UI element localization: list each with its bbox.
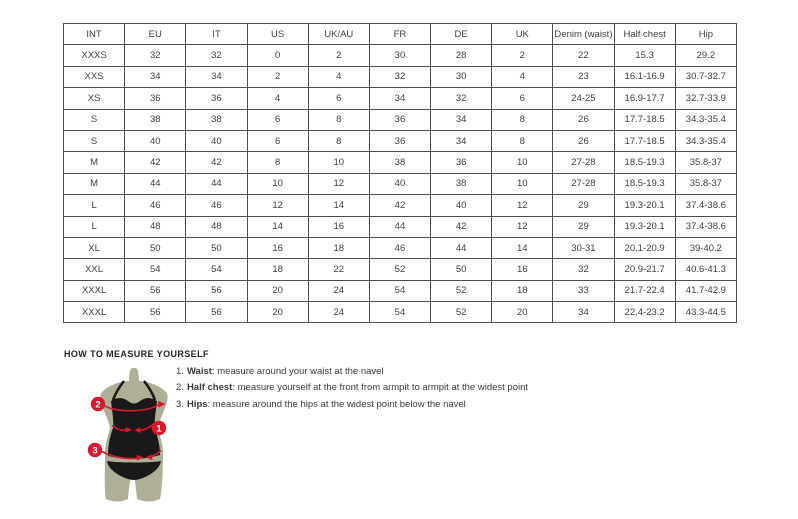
table-cell: 12 [308,173,369,194]
step-number: 3. [176,398,184,410]
badge-3-label: 3 [92,445,98,457]
table-cell: XL [64,237,125,258]
step-text: : measure around the hips at the widest point below the navel [207,398,466,410]
table-cell: XXXL [64,280,125,301]
table-cell: 24-25 [553,88,614,109]
table-cell: 8 [247,152,308,173]
table-cell: 38 [431,173,492,194]
table-cell: 44 [125,173,186,194]
table-cell: 34 [553,302,614,323]
table-cell: 16 [247,237,308,258]
table-row [64,88,737,109]
table-cell: 56 [125,280,186,301]
table-row [64,130,737,151]
table-cell: 48 [186,216,247,237]
column-header: Denim (waist) [553,24,614,45]
table-cell: 38 [369,152,430,173]
table-cell: 30.7-32.7 [675,66,736,87]
table-cell: 52 [431,302,492,323]
table-cell: 44 [186,173,247,194]
table-cell: 32 [369,66,430,87]
table-cell: 24 [308,280,369,301]
size-chart-table [63,23,737,323]
table-cell: 42 [431,216,492,237]
column-header: UK [492,24,553,45]
table-cell: 12 [492,216,553,237]
table-cell: 44 [431,237,492,258]
table-cell: 56 [186,280,247,301]
table-cell: 18.5-19.3 [614,173,675,194]
column-header: FR [369,24,430,45]
table-cell: 42 [125,152,186,173]
table-cell: 35.8-37 [675,152,736,173]
column-header: UK/AU [308,24,369,45]
column-header: US [247,24,308,45]
table-row [64,152,737,173]
table-cell: S [64,109,125,130]
table-cell: 30 [431,66,492,87]
table-cell: 18 [247,259,308,280]
step-number: 1. [176,366,184,377]
table-cell: L [64,216,125,237]
table-cell: M [64,173,125,194]
table-cell: 27-28 [553,173,614,194]
table-row [64,66,737,87]
table-cell: 8 [308,130,369,151]
table-cell: XXL [64,259,125,280]
step-text: : measure yourself at the front from armpit to armpit at the widest point [232,382,529,394]
step-number: 2. [176,382,184,394]
table-cell: XS [64,88,125,109]
table-cell: 36 [125,88,186,109]
table-cell: 42 [369,195,430,216]
table-cell: 38 [125,109,186,130]
table-cell: 29 [553,216,614,237]
table-cell: 19.3-20.1 [614,216,675,237]
table-cell: 8 [492,130,553,151]
table-cell: 8 [308,109,369,130]
table-cell: L [64,195,125,216]
table-cell: 36 [369,130,430,151]
table-row [64,45,737,66]
table-row [64,259,737,280]
table-cell: 48 [125,216,186,237]
table-cell: 6 [247,130,308,151]
table-cell: 32 [553,259,614,280]
table-cell: 27-28 [553,152,614,173]
table-cell: 17.7-18.5 [614,109,675,130]
table-cell: 46 [125,195,186,216]
table-cell: 20 [247,280,308,301]
column-header: DE [431,24,492,45]
table-cell: 29.2 [675,45,736,66]
table-cell: 34 [431,130,492,151]
column-header: INT [64,24,125,45]
table-cell: 41.7-42.9 [675,280,736,301]
table-cell: 50 [186,237,247,258]
size-chart-body [64,45,737,323]
table-cell: 54 [369,302,430,323]
table-cell: 14 [308,195,369,216]
table-cell: 18.5-19.3 [614,152,675,173]
table-cell: 24 [308,302,369,323]
table-row [64,280,737,301]
table-cell: 20 [247,302,308,323]
table-cell: 10 [492,173,553,194]
table-cell: 26 [553,109,614,130]
table-cell: 10 [247,173,308,194]
step-text: : measure around your waist at the navel [211,366,384,377]
table-cell: 52 [431,280,492,301]
table-cell: 10 [492,152,553,173]
table-cell: 12 [247,195,308,216]
table-cell: 54 [125,259,186,280]
table-cell: 40 [186,130,247,151]
table-cell: 34 [369,88,430,109]
table-cell: 32.7-33.9 [675,88,736,109]
table-cell: 56 [186,302,247,323]
table-cell: 30-31 [553,237,614,258]
measure-step [176,380,528,396]
table-cell: 40 [369,173,430,194]
table-cell: 19.3-20.1 [614,195,675,216]
table-cell: 16.1-16.9 [614,66,675,87]
table-row [64,216,737,237]
step-term: Half chest [186,382,233,394]
table-cell: 17.7-18.5 [614,130,675,151]
table-cell: 8 [492,109,553,130]
table-cell: 46 [369,237,430,258]
table-cell: 39-40.2 [675,237,736,258]
table-cell: 40 [431,195,492,216]
table-cell: 35.8-37 [675,173,736,194]
table-cell: 33 [553,280,614,301]
table-cell: 34.3-35.4 [675,130,736,151]
table-cell: 18 [308,237,369,258]
table-cell: 54 [186,259,247,280]
measure-step [176,397,528,413]
table-cell: 37.4-38.6 [675,216,736,237]
table-cell: 4 [308,66,369,87]
table-cell: 10 [308,152,369,173]
table-cell: 52 [369,259,430,280]
column-header: Half chest [614,24,675,45]
table-cell: 20.1-20.9 [614,237,675,258]
table-cell: 6 [492,88,553,109]
table-row [64,237,737,258]
table-cell: 22.4-23.2 [614,302,675,323]
table-cell: 2 [492,45,553,66]
table-cell: 29 [553,195,614,216]
measure-step [176,364,528,380]
table-cell: 32 [125,45,186,66]
table-cell: 40.6-41.3 [675,259,736,280]
mannequin-neck [129,368,139,382]
table-cell: XXXS [64,45,125,66]
table-cell: 50 [431,259,492,280]
table-cell: 20 [492,302,553,323]
table-cell: 34.3-35.4 [675,109,736,130]
table-cell: M [64,152,125,173]
table-cell: 23 [553,66,614,87]
table-cell: S [64,130,125,151]
table-cell: 6 [247,109,308,130]
table-cell: 56 [125,302,186,323]
table-cell: 42 [186,152,247,173]
badge-1-label: 1 [156,423,162,435]
mannequin-illustration [76,366,180,508]
table-cell: XXXL [64,302,125,323]
table-cell: 32 [431,88,492,109]
step-term: Hips [186,398,208,410]
table-cell: 36 [431,152,492,173]
table-cell: 34 [125,66,186,87]
column-header: EU [125,24,186,45]
table-cell: 22 [553,45,614,66]
table-cell: 21.7-22.4 [614,280,675,301]
table-row [64,173,737,194]
table-cell: 34 [186,66,247,87]
table-cell: 37.4-38.6 [675,195,736,216]
table-cell: 38 [186,109,247,130]
table-row [64,109,737,130]
column-header: IT [186,24,247,45]
table-cell: 15.3 [614,45,675,66]
table-cell: 14 [247,216,308,237]
table-cell: 18 [492,280,553,301]
table-cell: 54 [369,280,430,301]
table-cell: 36 [369,109,430,130]
table-cell: 2 [247,66,308,87]
table-cell: XXS [64,66,125,87]
table-cell: 12 [492,195,553,216]
table-cell: 0 [247,45,308,66]
table-cell: 16.9-17.7 [614,88,675,109]
table-cell: 46 [186,195,247,216]
table-cell: 32 [186,45,247,66]
table-row [64,302,737,323]
measure-steps [176,364,528,413]
table-cell: 6 [308,88,369,109]
header-row [64,24,737,45]
table-cell: 16 [308,216,369,237]
table-cell: 14 [492,237,553,258]
table-cell: 4 [492,66,553,87]
table-cell: 44 [369,216,430,237]
table-cell: 2 [308,45,369,66]
measure-section-heading: HOW TO MEASURE YOURSELF [64,349,209,359]
column-header: Hip [675,24,736,45]
measurement-figure [76,366,180,508]
table-cell: 30 [369,45,430,66]
table-cell: 26 [553,130,614,151]
table-cell: 16 [492,259,553,280]
table-cell: 22 [308,259,369,280]
badge-2-label: 2 [95,399,101,411]
table-cell: 34 [431,109,492,130]
table-cell: 36 [186,88,247,109]
table-cell: 43.3-44.5 [675,302,736,323]
step-term: Waist [186,366,212,377]
table-cell: 40 [125,130,186,151]
table-cell: 50 [125,237,186,258]
table-cell: 4 [247,88,308,109]
table-cell: 28 [431,45,492,66]
table-row [64,195,737,216]
size-chart-header [64,24,737,45]
table-cell: 20.9-21.7 [614,259,675,280]
